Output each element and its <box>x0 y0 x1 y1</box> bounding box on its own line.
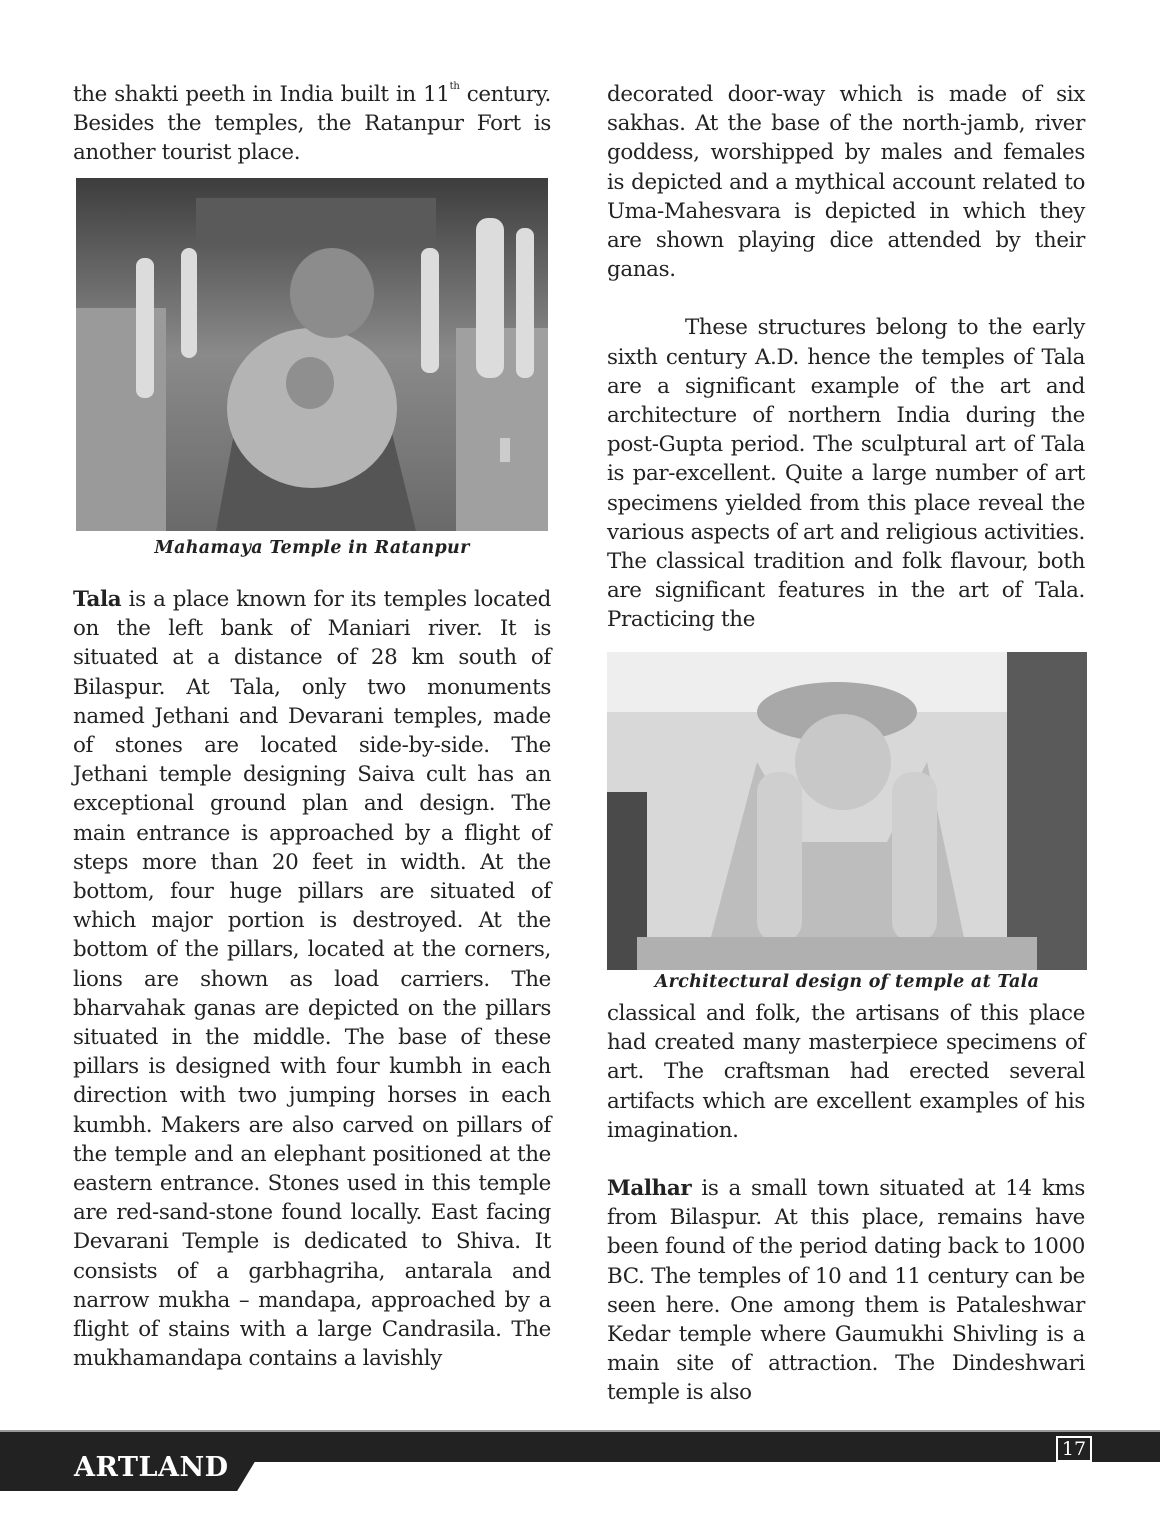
intro-paragraph <box>73 80 551 168</box>
malhar-term: Malhar <box>607 1176 692 1202</box>
malhar-paragraph <box>607 1174 1085 1408</box>
photo-illustration-icon <box>76 178 548 531</box>
tala-term: Tala <box>73 587 122 612</box>
page-number: 17 <box>1056 1436 1092 1462</box>
right-column <box>607 80 1085 635</box>
doorway-paragraph: decorated door-way which is made of six sakhas. At the base of the north-jamb, river goddess, worshipped by males and females is depicted and a mythical account related to Uma-Mahesvara is depicted in which they are shown playing dice attended by their ganas. <box>607 82 1085 283</box>
tala-paragraph <box>73 585 551 1373</box>
figure-caption: Architectural design of temple at Tala <box>654 972 1040 992</box>
intro-text: the shakti peeth in India built in 11 <box>73 82 450 107</box>
left-column <box>73 80 551 168</box>
left-column-body <box>73 585 551 1373</box>
intro-text-rest: century. Besides the temples, the Ratanpur Fort is another tourist place. <box>73 82 551 166</box>
tala-sculpture-photo <box>607 652 1087 970</box>
malhar-text: is a small town situated at 14 kms from Bilaspur. At this place, remains have been found of the period dating back to 1000 BC. The temples of 10 and 11 century can be seen here. One among them is Pataleshwar Kedar temple where Gaumukhi Shivling is a main site of attraction. The Dindeshwari temple is also <box>607 1176 1085 1406</box>
artisans-paragraph: classical and folk, the artisans of this place had created many masterpiece specimens of art. The craftsman had erected several artifacts which are excellent examples of his imagination. <box>607 1001 1085 1143</box>
publication-brand: ARTLAND <box>74 1452 229 1483</box>
photo-illustration-icon <box>607 652 1087 970</box>
structures-paragraph: These structures belong to the early sixth century A.D. hence the temples of Tala are a significant example of the art and architecture of northern India during the post-Gupta period. The sculptural art of Tala is par-excellent. Quite a large number of art specimens yielded from this place reveal the various aspects of art and religious activities. The classical tradition and folk flavour, both are significant features in the art of Tala. Practicing the <box>607 315 1085 633</box>
mahamaya-temple-photo <box>76 178 548 531</box>
figure-caption: Mahamaya Temple in Ratanpur <box>154 538 470 558</box>
tala-text: is a place known for its temples located on the left bank of Maniari river. It is situated at a distance of 28 km south of Bilaspur. At Tala, only two monuments named Jethani and Devarani temples, made of stones are located side-by-side. The Jethani temple designing Saiva cult has an exceptional ground plan and design. The main entrance is approached by a flight of steps more than 20 feet in width. At the bottom, four huge pillars are situated of which major portion is destroyed. At the bottom of the pillars, located at the corners, lions are shown as load carriers. The bharvahak ganas are depicted on the pillars situated in the middle. The base of these pillars is designed with four kumbh in each direction with two jumping horses in each kumbh. Makers are also carved on pillars of the temple and an elephant positioned at the eastern entrance. Stones used in this temple are red-sand-stone found locally. East facing Devarani Temple is dedicated to Shiva. It consists of a garbhagriha, antarala and narrow mukha – mandapa, approached by a flight of stains with a large Candrasila. The mukhamandapa contains a lavishly <box>73 587 551 1372</box>
right-column-body <box>607 999 1085 1408</box>
ordinal-suffix: th <box>449 81 460 92</box>
